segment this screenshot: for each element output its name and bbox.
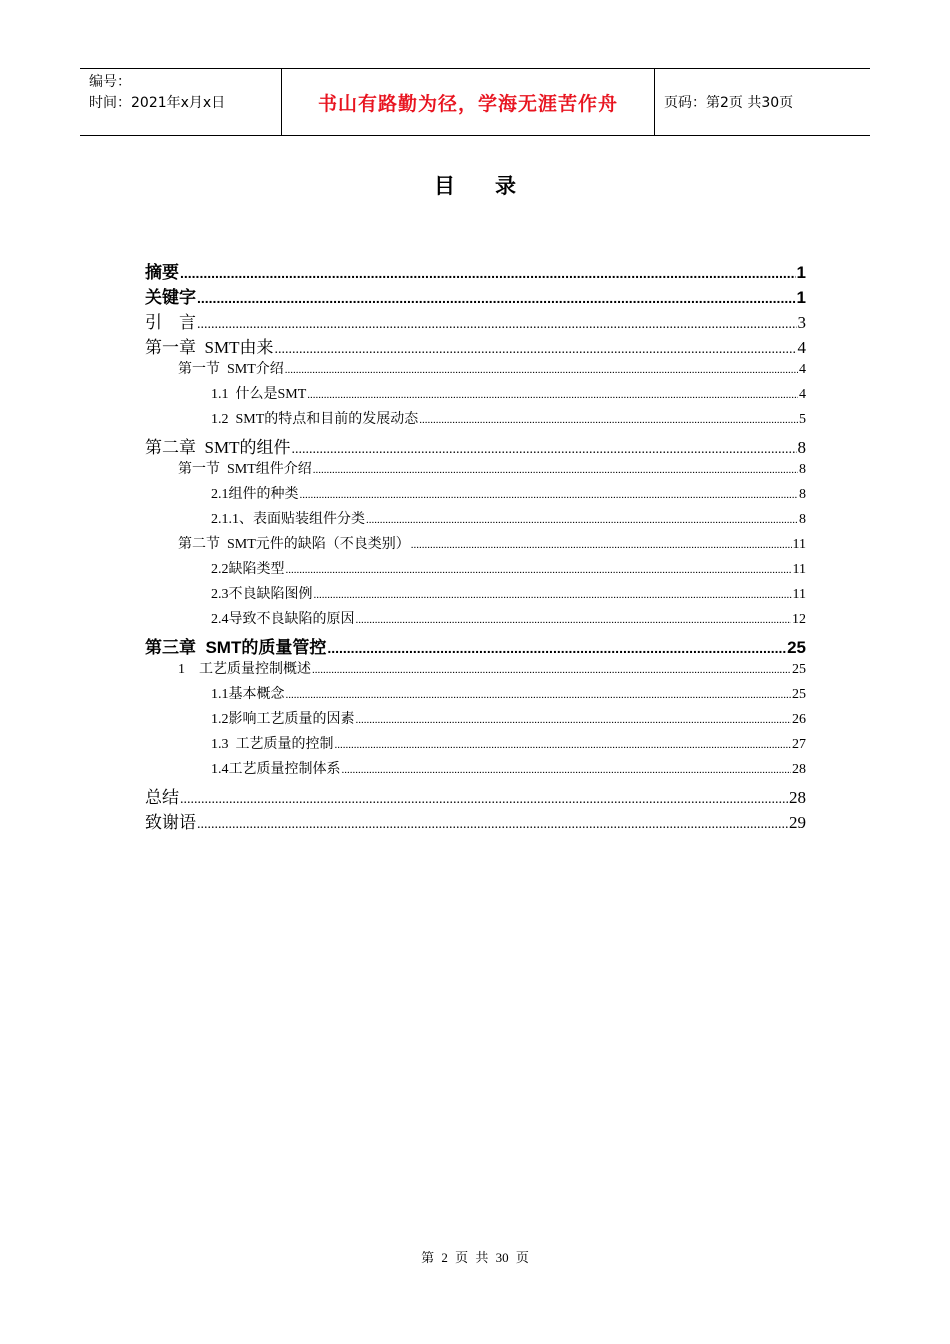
dot-leader [342, 764, 792, 776]
dot-leader [307, 389, 798, 401]
toc-entry[interactable]: 第一节 SMT组件介绍 ..... 8 [178, 458, 806, 482]
dot-leader [327, 640, 786, 656]
dot-leader [180, 792, 788, 808]
toc-entry[interactable]: 第一节 SMT介绍 ..... 4 [178, 358, 806, 382]
dot-leader [286, 564, 792, 576]
toc-entry[interactable]: 2.2缺陷类型 ..... 11 [211, 558, 806, 582]
toc-entry[interactable]: 1 工艺质量控制概述 ..... 25 [178, 658, 806, 682]
dot-leader [356, 614, 792, 626]
dot-leader [313, 464, 798, 476]
header-motto: 书山有路勤为径，学海无涯苦作舟 [281, 69, 655, 135]
dot-leader [285, 364, 798, 376]
toc-entry[interactable]: 1.1 什么是SMT ..... 4 [211, 383, 806, 407]
serial-label: 编号： [89, 74, 131, 90]
toc-entry[interactable]: 1.3 工艺质量的控制 ..... 27 [211, 733, 806, 757]
dot-leader [286, 689, 792, 701]
toc-entry[interactable]: 引 言 ..... 3 [145, 308, 806, 332]
toc-entry[interactable]: 1.4工艺质量控制体系 ..... 28 [211, 758, 806, 782]
toc-title: 目录 [434, 174, 556, 198]
toc-entry[interactable]: 第三章 SMT的质量管控 ..... 25 [145, 633, 806, 657]
dot-leader [312, 664, 791, 676]
dot-leader [197, 317, 797, 333]
dot-leader [274, 342, 796, 358]
dot-leader [197, 290, 796, 306]
page-footer: 第 2 页 共 30 页 [421, 1250, 529, 1265]
toc-entry[interactable]: 总结 ..... 28 [145, 783, 806, 807]
toc-entry[interactable]: 摘要 ..... 1 [145, 258, 806, 282]
dot-leader [335, 739, 792, 751]
dot-leader [419, 414, 798, 426]
toc-entry[interactable]: 致谢语 ..... 29 [145, 808, 806, 832]
toc-entry[interactable]: 2.1.1、表面贴装组件分类 ..... 8 [211, 508, 806, 532]
dot-leader [291, 442, 796, 458]
header-info [80, 69, 281, 135]
toc-entry[interactable]: 关键字 ..... 1 [145, 283, 806, 307]
dot-leader [300, 489, 799, 501]
toc-entry[interactable]: 1.2影响工艺质量的因素 ..... 26 [211, 708, 806, 732]
time-label: 时间：2021年x月x日 [89, 95, 226, 111]
dot-leader [366, 514, 798, 526]
toc-entry[interactable]: 1.2 SMT的特点和目前的发展动态 ..... 5 [211, 408, 806, 432]
page-header [80, 68, 870, 136]
toc-entry[interactable]: 2.1组件的种类 ..... 8 [211, 483, 806, 507]
dot-leader [356, 714, 792, 726]
toc-entry[interactable]: 2.3不良缺陷图例 ..... 11 [211, 583, 806, 607]
toc-entry[interactable]: 1.1基本概念 ..... 25 [211, 683, 806, 707]
toc-entry[interactable]: 第一章 SMT由来 ..... 4 [145, 333, 806, 357]
toc-entry[interactable]: 第二节 SMT元件的缺陷（不良类别） ..... 11 [178, 533, 806, 557]
toc-entry[interactable]: 第二章 SMT的组件 ..... 8 [145, 433, 806, 457]
header-page-code: 页码：第2页 共30页 [664, 95, 794, 111]
dot-leader [314, 589, 792, 601]
dot-leader [411, 539, 792, 551]
toc-entry[interactable]: 2.4导致不良缺陷的原因 ..... 12 [211, 608, 806, 632]
dot-leader [180, 265, 796, 281]
dot-leader [197, 817, 788, 833]
